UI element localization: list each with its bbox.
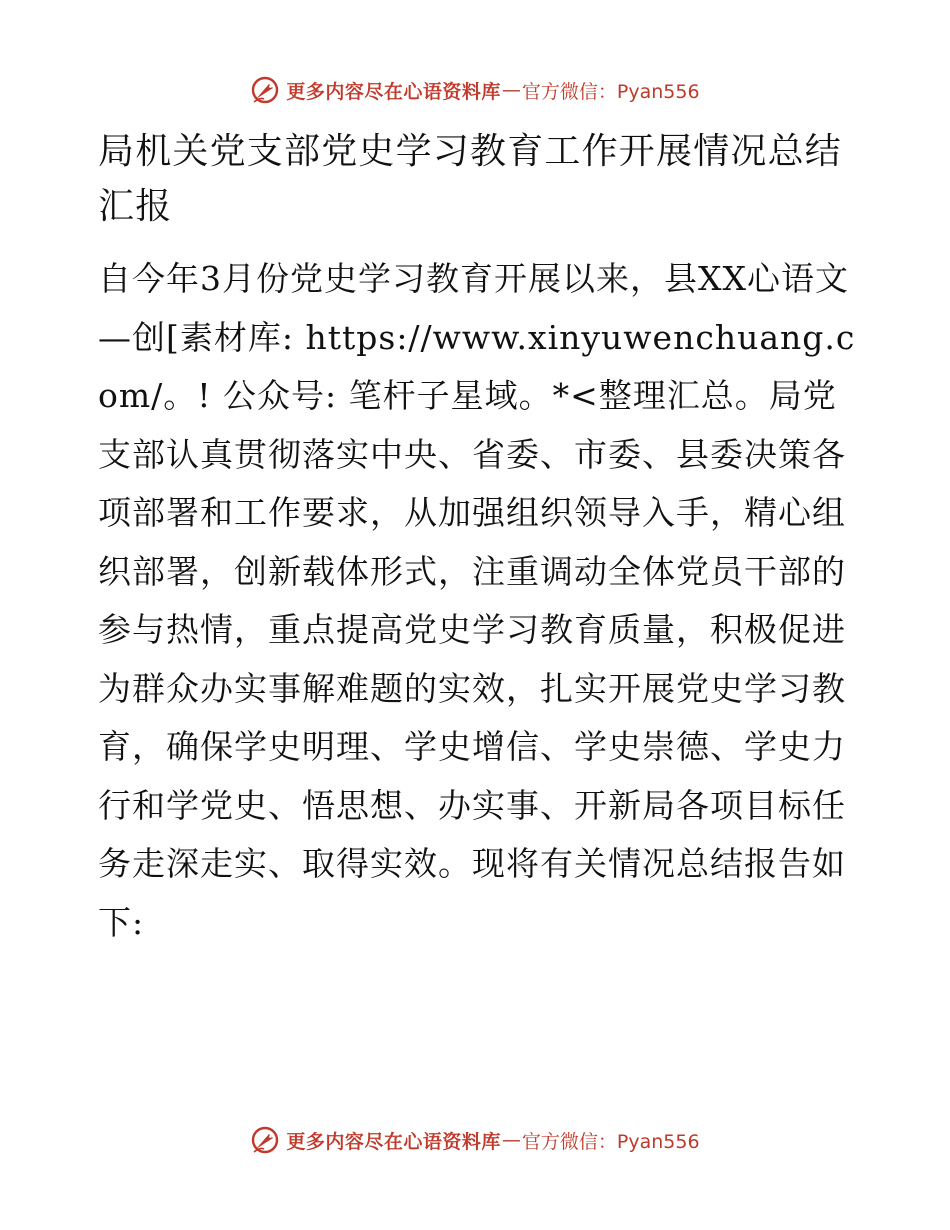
banner-separator: — xyxy=(501,1129,521,1151)
pen-nib-logo-icon xyxy=(250,75,280,105)
banner-site-text: 更多内容尽在心语资料库 xyxy=(286,1130,501,1153)
pen-nib-logo-icon xyxy=(250,1125,280,1155)
document-title: 局机关党支部党史学习教育工作开展情况总结汇报 xyxy=(98,131,843,227)
banner-separator: — xyxy=(501,79,521,101)
banner-contact-text: 官方微信：Pyan556 xyxy=(521,1130,700,1153)
footer-banner xyxy=(0,1120,950,1160)
header-banner xyxy=(0,70,950,110)
banner-contact-text: 官方微信：Pyan556 xyxy=(521,80,700,103)
document-paragraph: 自今年3月份党史学习教育开展以来，县XX心语文—创[素材库: https://www.xinyuwenchuang.com/。! 公众号: 笔杆子星域。*<整理汇总。局党支部认真贯彻落实中央、省委、市委、县委决策各项部署和工作要求，从加强组织领导入手，精心组织部署，创新载体形式，注重调动全体党员干部的参与热情，重点提高党史学习教育质量，积极促进为群众办实事解难题的实效，扎实开展党史学习教育，确保学史明理、学史增信、学史崇德、学史力行和学党史、悟思想、办实事、开新局各项目标任务走深走实、取得实效。现将有关情况总结报告如下: xyxy=(98,259,856,942)
banner-site-text: 更多内容尽在心语资料库 xyxy=(286,80,501,103)
